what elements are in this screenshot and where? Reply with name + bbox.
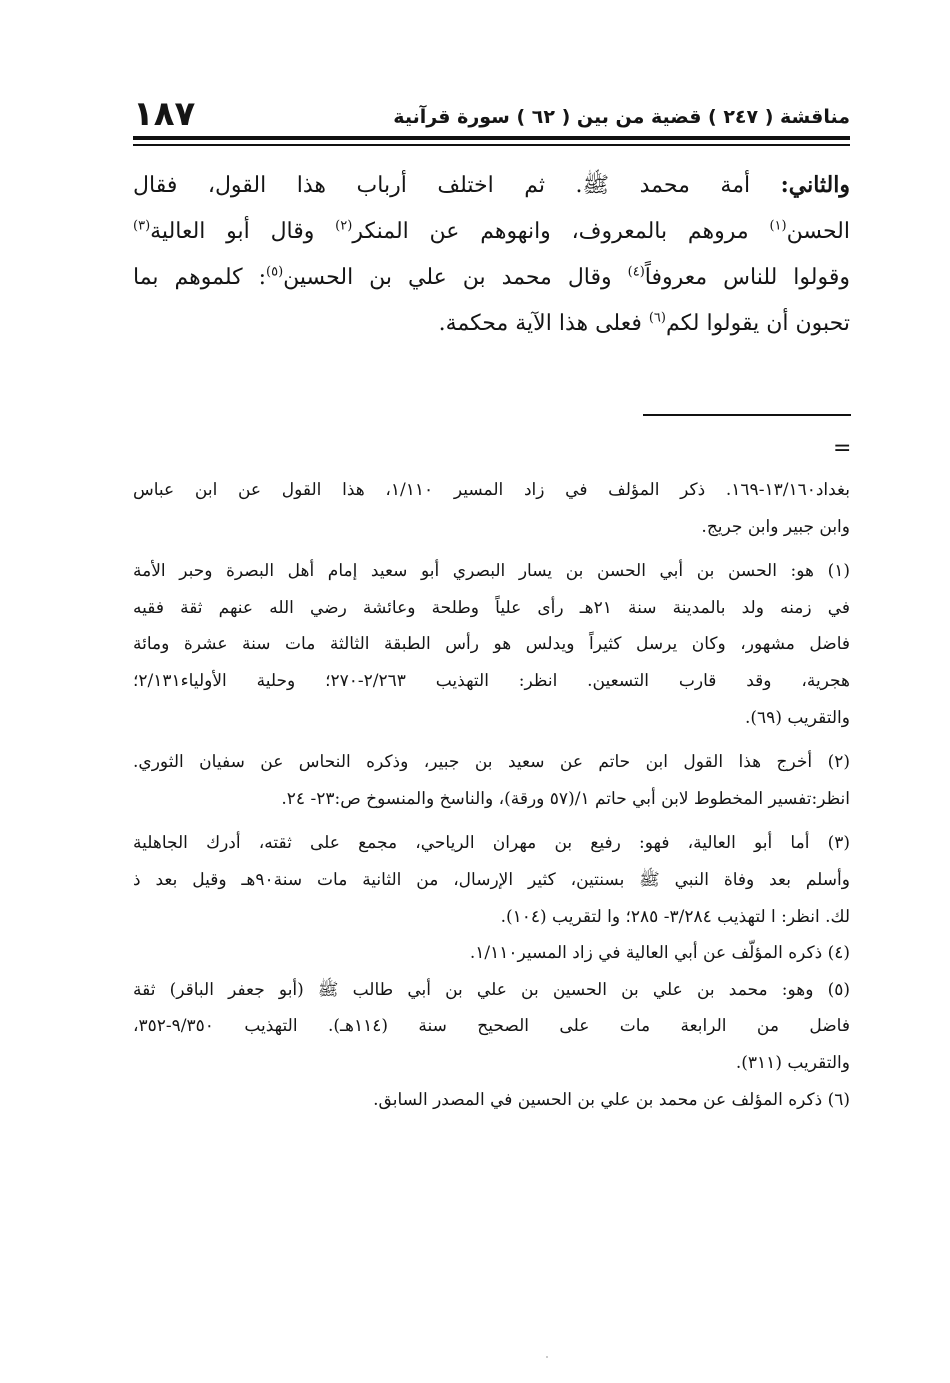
main-line-text: تحبون أن يقولوا لكم (665, 311, 850, 336)
footnotes (133, 472, 850, 1118)
footnote-line: (٥) وهو: محمد بن علي بن الحسين بن علي بن أبي طالب ﷺ (أبو جعفر الباقر) ثقة (133, 979, 850, 1000)
footnote-marker: (٣) (133, 218, 151, 234)
running-title: مناقشة ( ٢٤٧ ) قضية من بين ( ٦٢ ) سورة قرآنية (393, 106, 850, 128)
main-line-text: : كلموهم بما (133, 265, 267, 290)
footnote-line: (٢) أخرج هذا القول ابن حاتم عن سعيد بن جبير، وذكره النحاس عن سفيان الثوري. (133, 752, 850, 773)
footnote-line: (٣) أما أبو العالية، فهو: رفيع بن مهران الرياحي، مجمع على ثقته، أدرك الجاهلية (133, 833, 850, 854)
footnote-line: (٦) ذكره المؤلف عن محمد بن علي بن الحسين في المصدر السابق. (373, 1089, 850, 1110)
footnote-line: والتقريب (٦٩). (745, 707, 850, 728)
footnote-line: وأسلم بعد وفاة النبي ﷺ بسنتين، كثير الإرسال، من الثانية مات سنة٩٠هـ وقيل بعد ذ (133, 869, 850, 890)
main-line (133, 209, 850, 255)
main-line-text: الحسن (786, 219, 850, 244)
continuation-mark: = (833, 436, 852, 461)
scan-speck (546, 1356, 548, 1358)
footnote-marker: (٤) (627, 264, 645, 280)
footnote-line: في زمنه ولد بالمدينة سنة ٢١هـ رأى علياً وطلحة وعائشة رضي الله عنهم ثقة فقيه (133, 597, 850, 618)
footnote-line: وابن جبير وابن جريج. (701, 516, 850, 537)
footnote-marker: (٢) (335, 218, 353, 234)
footnote-marker: (٥) (266, 264, 284, 280)
main-text (133, 162, 850, 347)
footnote-line: بغداد١٣/١٦٠-١٦٩. ذكر المؤلف في زاد المسير ١/١١٠، هذا القول عن ابن عباس (133, 480, 850, 500)
main-line-text: أمة محمد ﷺ. ثم اختلف أرباب هذا القول، فقال (133, 173, 781, 198)
footnote-separator (643, 414, 851, 416)
header-rule-thick (133, 136, 850, 140)
page-number: ١٨٧ (133, 94, 196, 134)
main-lead: والثاني: (780, 172, 850, 198)
footnote-line: (١) هو: الحسن بن أبي الحسن بن يسار البصري أبو سعيد إمام أهل البصرة وحبر الأمة (133, 561, 850, 582)
header-rule-thin (133, 144, 850, 146)
footnote-line: انظر:تفسير المخطوط لابن أبي حاتم ١/(٥٧ ورقة)، والناسخ والمنسوخ ص:٢٣- ٢٤. (281, 788, 850, 809)
main-line (133, 255, 850, 301)
main-line-text: وقولوا للناس معروفاً (644, 265, 850, 290)
footnote-line: فاضل مشهور، وكان يرسل كثيراً ويدلس هو رأس الطبقة الثالثة مات سنة عشرة ومائة (133, 634, 850, 655)
footnote-line: فاضل من الرابعة مات على الصحيح سنة (١١٤هـ). التهذيب ٩/٣٥٠-٣٥٢، (133, 1016, 850, 1037)
footnote-line: لك. انظر: ا لتهذيب ٣/٢٨٤- ٢٨٥؛ وا لتقريب (١٠٤). (500, 906, 850, 927)
main-line (133, 162, 850, 209)
footnote-line: (٤) ذكره المؤلّف عن أبي العالية في زاد المسير١/١١٠. (469, 943, 850, 964)
footnote-line: والتقريب (٣١١). (735, 1052, 850, 1073)
main-line (133, 301, 850, 347)
main-line-text: مروهم بالمعروف، وانهوهم عن المنكر (352, 219, 770, 244)
footnote-line: هجرية، وقد قارب التسعين. انظر: التهذيب ٢/٢٦٣-٢٧٠؛ وحلية الأولياء٢/١٣١؛ (133, 670, 850, 691)
main-line-text: فعلى هذا الآية محكمة. (438, 311, 649, 336)
page-header (133, 92, 850, 134)
footnote-marker: (٦) (648, 310, 666, 326)
main-line-text: وقال أبو العالية (150, 219, 336, 244)
main-line-text: وقال محمد بن علي بن الحسين (283, 265, 628, 290)
footnote-marker: (١) (769, 218, 787, 234)
